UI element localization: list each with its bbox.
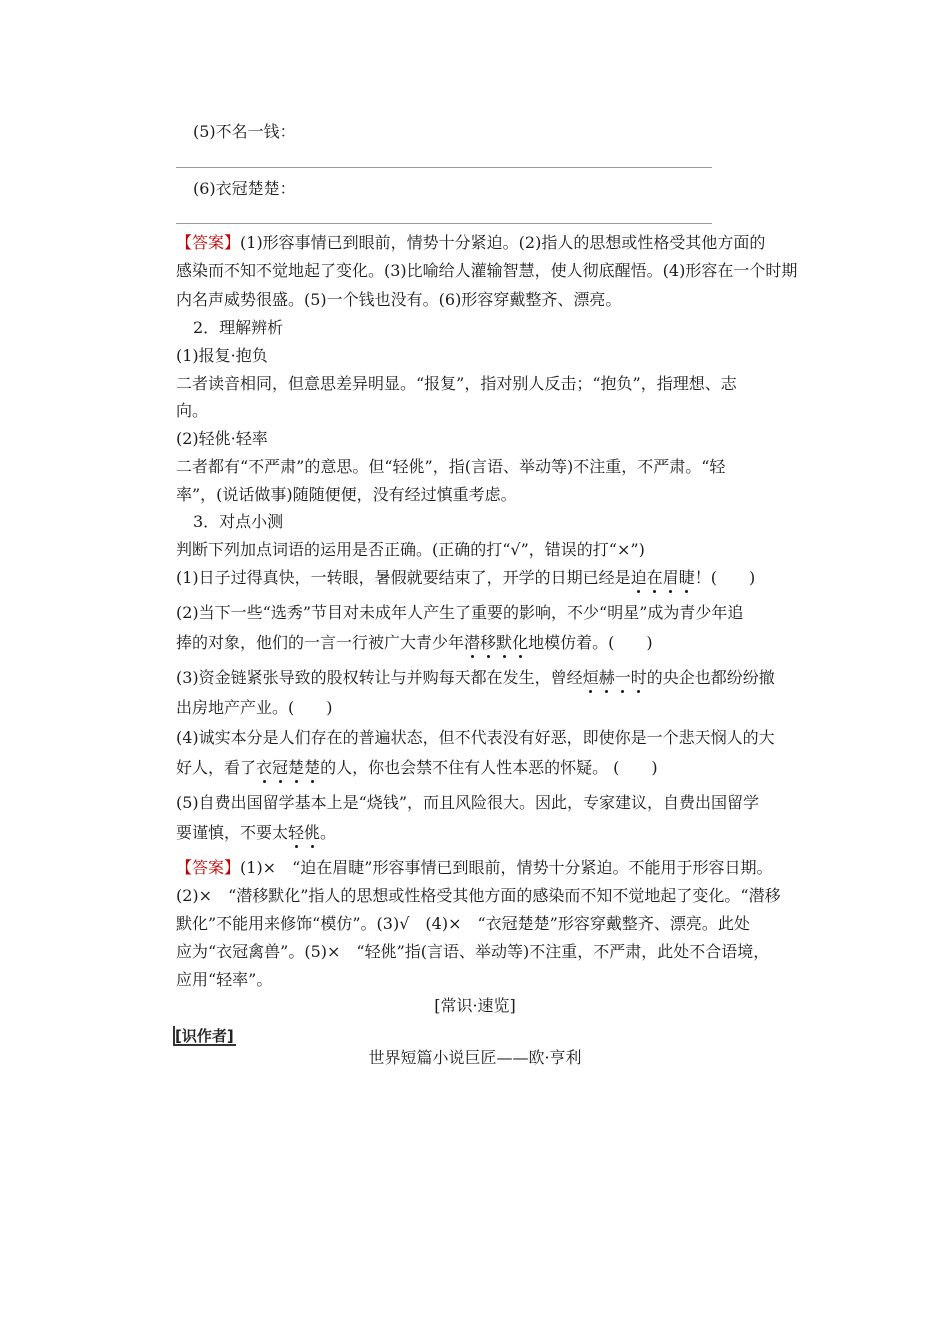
section-heading: [常识·速览] bbox=[434, 996, 516, 1015]
pair-2-line-1: 二者都有“不严肃”的意思。但“轻佻”，指(言语、举动等)不注重，不严肃。“轻 bbox=[176, 457, 726, 476]
dotted-char: 迫 bbox=[630, 568, 647, 587]
dotted-char: 一 bbox=[614, 668, 631, 687]
dotted-char: 衣 bbox=[256, 758, 273, 777]
pair-2-line-2: 率”，(说话做事)随随便便，没有经过慎重考虑。 bbox=[176, 485, 517, 504]
answer-2-line-2: (2)× “潜移默化”指人的思想或性格受其他方面的感染而不知不觉地起了变化。“潜移 bbox=[176, 886, 781, 905]
dotted-char: 烜 bbox=[582, 668, 599, 687]
test-item-5-line-2: 要谨慎，不要太轻佻。 bbox=[176, 823, 337, 842]
answer-1-line-1: 【答案】(1)形容事情已到眼前，情势十分紧迫。(2)指人的思想或性格受其他方面的 bbox=[176, 233, 766, 252]
dotted-char: 移 bbox=[480, 633, 497, 652]
section-3-title: 3．对点小测 bbox=[193, 512, 284, 531]
pair-1-title: (1)报复·抱负 bbox=[176, 346, 268, 365]
section-3-instruction: 判断下列加点词语的运用是否正确。(正确的打“√”，错误的打“×”) bbox=[176, 540, 645, 559]
question-5-label: (5)不名一钱： bbox=[193, 122, 296, 141]
section-subtitle: 世界短篇小说巨匠——欧·亨利 bbox=[368, 1048, 582, 1067]
test-item-4-line-2: 好人，看了衣冠楚楚的人，你也会禁不住有人性本恶的怀疑。 ( ) bbox=[176, 758, 658, 777]
author-tag: [识作者] bbox=[175, 1027, 234, 1045]
dotted-char: 楚 bbox=[288, 758, 305, 777]
test-item-3-line-2: 出房地产产业。( ) bbox=[176, 698, 333, 717]
section-2-title: 2．理解辨析 bbox=[193, 318, 284, 337]
dotted-char: 楚 bbox=[304, 758, 321, 777]
test-item-2-line-2: 捧的对象，他们的一言一行被广大青少年潜移默化地模仿着。( ) bbox=[176, 633, 653, 652]
dotted-char: 赫 bbox=[598, 668, 615, 687]
answer-2-line-4: 应为“衣冠禽兽”。(5)× “轻佻”指(言语、举动等)不注重，不严肃，此处不合语境， bbox=[176, 942, 770, 961]
answer-tag: 【答案】 bbox=[176, 233, 241, 252]
pair-1-line-2: 向。 bbox=[176, 401, 209, 420]
dotted-char: 佻 bbox=[304, 823, 321, 842]
answer-2-line-5: 应用“轻率”。 bbox=[176, 970, 273, 989]
answer-tag: 【答案】 bbox=[176, 858, 241, 877]
dotted-char: 睫 bbox=[678, 568, 695, 587]
question-6-label: (6)衣冠楚楚： bbox=[193, 179, 296, 198]
test-item-4-line-1: (4)诚实本分是人们存在的普遍状态，但不代表没有好恶，即使你是一个悲天悯人的大 bbox=[176, 728, 775, 747]
test-item-1: (1)日子过得真快，一转眼，暑假就要结束了，开学的日期已经是迫在眉睫！( ) bbox=[176, 568, 756, 587]
dotted-char: 在 bbox=[646, 568, 663, 587]
test-item-2-line-1: (2)当下一些“选秀”节目对未成年人产生了重要的影响，不少“明星”成为青少年追 bbox=[176, 603, 744, 622]
answer-1-line-2: 感染而不知不觉地起了变化。(3)比喻给人灌输智慧，使人彻底醒悟。(4)形容在一个时期 bbox=[176, 261, 798, 280]
answer-line-5 bbox=[176, 167, 712, 168]
dotted-char: 化 bbox=[512, 633, 529, 652]
test-item-5-line-1: (5)自费出国留学基本上是“烧钱”，而且风险很大。因此，专家建议，自费出国留学 bbox=[176, 793, 760, 812]
test-item-3-line-1: (3)资金链紧张导致的股权转让与并购每天都在发生，曾经烜赫一时的央企也都纷纷撤 bbox=[176, 668, 775, 687]
dotted-char: 轻 bbox=[288, 823, 305, 842]
pair-2-title: (2)轻佻·轻率 bbox=[176, 429, 268, 448]
answer-2-line-3: 默化”不能用来修饰“模仿”。(3)√ (4)× “衣冠楚楚”形容穿戴整齐、漂亮。此处 bbox=[176, 914, 750, 933]
dotted-char: 冠 bbox=[272, 758, 289, 777]
answer-2-line-1: 【答案】(1)× “迫在眉睫”形容事情已到眼前，情势十分紧迫。不能用于形容日期。 bbox=[176, 858, 773, 877]
answer-1-line-3: 内名声威势很盛。(5)一个钱也没有。(6)形容穿戴整齐、漂亮。 bbox=[176, 290, 622, 309]
dotted-char: 眉 bbox=[662, 568, 679, 587]
pair-1-line-1: 二者读音相同，但意思差异明显。“报复”，指对别人反击；“抱负”，指理想、志 bbox=[176, 374, 737, 393]
answer-line-6 bbox=[176, 223, 712, 224]
dotted-char: 默 bbox=[496, 633, 513, 652]
dotted-char: 潜 bbox=[464, 633, 481, 652]
dotted-char: 时 bbox=[630, 668, 647, 687]
